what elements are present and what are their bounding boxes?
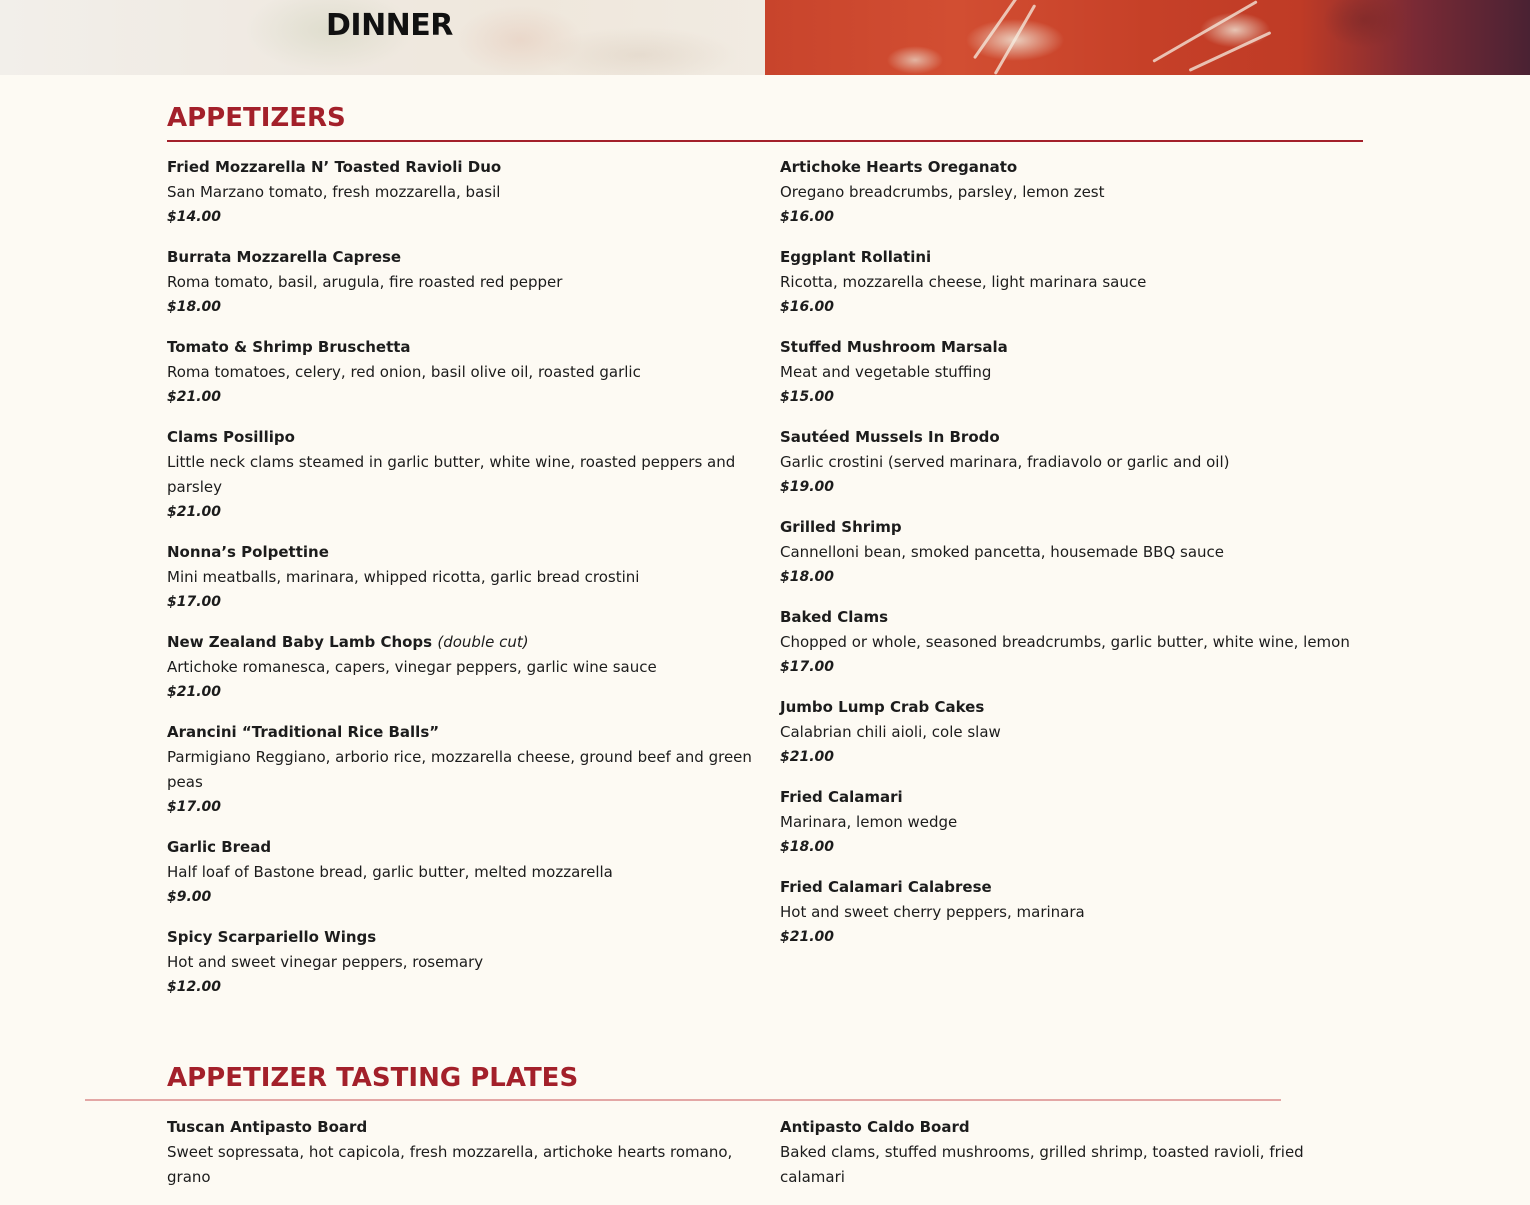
menu-item-title: Spicy Scarpariello Wings [167,928,377,946]
menu-item-price: $9.00 [167,889,212,905]
menu-item-name [780,875,1370,900]
menu-item-price: $14.00 [167,209,222,225]
menu-item-price: $16.00 [780,209,835,225]
menu-item-description: Ricotta, mozzarella cheese, light marinara sauce [780,273,1147,291]
menu-item [167,925,757,1000]
menu-item-name [167,245,757,270]
menu-item-name [780,155,1370,180]
menu-item-title: Fried Calamari Calabrese [780,878,992,896]
menu-item-price: $21.00 [167,684,222,700]
menu-item [780,605,1370,680]
menu-item-name [167,835,757,860]
menu-item-name [167,335,757,360]
section-heading-appetizers: APPETIZERS [167,103,346,133]
menu-item-price: $21.00 [780,749,835,765]
menu-item-price: $18.00 [780,839,835,855]
menu-item-title: Stuffed Mushroom Marsala [780,338,1008,356]
menu-item-description: Oregano breadcrumbs, parsley, lemon zest [780,183,1105,201]
menu-item [780,875,1370,950]
menu-item-description: Hot and sweet cherry peppers, marinara [780,903,1085,921]
menu-item-description: Meat and vegetable stuffing [780,363,992,381]
menu-item [780,335,1370,410]
menu-item-title: Fried Mozzarella N’ Toasted Ravioli Duo [167,158,502,176]
menu-item-description: Little neck clams steamed in garlic butter, white wine, roasted peppers and parsley [167,453,736,496]
menu-item-description: Artichoke romanesca, capers, vinegar peppers, garlic wine sauce [167,658,657,676]
menu-item [167,630,757,705]
menu-item-description: Mini meatballs, marinara, whipped ricotta, garlic bread crostini [167,568,640,586]
menu-item-title: Garlic Bread [167,838,272,856]
menu-item-name [780,695,1370,720]
menu-item-title: Jumbo Lump Crab Cakes [780,698,985,716]
menu-item-price: $16.00 [780,299,835,315]
menu-item-price: $15.00 [780,389,835,405]
menu-item-description: Calabrian chili aioli, cole slaw [780,723,1001,741]
menu-item-title: Sautéed Mussels In Brodo [780,428,1000,446]
menu-item [167,720,757,820]
menu-item-name [780,785,1370,810]
menu-column-left [167,1115,767,1205]
menu-item-title: Eggplant Rollatini [780,248,932,266]
menu-item-title: Nonna’s Polpettine [167,543,329,561]
menu-item-title: Arancini “Traditional Rice Balls” [167,723,440,741]
menu-item-name [780,245,1370,270]
menu-item-title: Artichoke Hearts Oreganato [780,158,1018,176]
menu-column-right [780,1115,1370,1205]
menu-item-title: Grilled Shrimp [780,518,902,536]
menu-item [167,540,757,615]
menu-item-description: Half loaf of Bastone bread, garlic butter, melted mozzarella [167,863,613,881]
menu-item [167,1115,767,1190]
hero-image-right [765,0,1530,75]
menu-item-name [167,155,757,180]
menu-item-name [167,1115,767,1140]
menu-column-right [780,155,1370,965]
hero-image-left [0,0,765,75]
menu-item-price: $12.00 [167,979,222,995]
menu-column-left [167,155,757,1015]
menu-item [780,695,1370,770]
menu-item-name [167,425,757,450]
menu-item-name [780,335,1370,360]
menu-item-description: Marinara, lemon wedge [780,813,958,831]
menu-item [780,425,1370,500]
menu-item [780,155,1370,230]
menu-item-title: New Zealand Baby Lamb Chops [167,633,433,651]
menu-item [167,835,757,910]
menu-item-name [780,515,1370,540]
menu-item-title: Antipasto Caldo Board [780,1118,970,1136]
menu-item-description: Hot and sweet vinegar peppers, rosemary [167,953,484,971]
menu-item [167,245,757,320]
menu-item-price: $17.00 [167,594,222,610]
menu-item-title: Tuscan Antipasto Board [167,1118,368,1136]
menu-item-price: $21.00 [167,389,222,405]
menu-item [780,1115,1370,1190]
menu-item [167,155,757,230]
menu-item-name [167,540,757,565]
menu-item-description: Roma tomatoes, celery, red onion, basil olive oil, roasted garlic [167,363,641,381]
menu-item-description: Roma tomato, basil, arugula, fire roasted red pepper [167,273,563,291]
menu-item-name [167,630,757,655]
hero-banner [0,0,1530,75]
menu-item-title: Tomato & Shrimp Bruschetta [167,338,411,356]
section-divider [167,140,1363,142]
menu-item-price: $19.00 [780,479,835,495]
page-title: DINNER [326,8,453,43]
menu-item [780,245,1370,320]
menu-item-name [780,1115,1370,1140]
menu-item-title: Baked Clams [780,608,889,626]
menu-item-description: Garlic crostini (served marinara, fradiavolo or garlic and oil) [780,453,1230,471]
menu-item-description: Parmigiano Reggiano, arborio rice, mozzarella cheese, ground beef and green peas [167,748,752,791]
menu-item-title: Burrata Mozzarella Caprese [167,248,402,266]
menu-item-title: Fried Calamari [780,788,903,806]
menu-item-price: $18.00 [780,569,835,585]
menu-item [167,335,757,410]
menu-item [167,425,757,525]
menu-item-title: Clams Posillipo [167,428,295,446]
menu-item-name [167,720,757,745]
menu-item-description: Sweet sopressata, hot capicola, fresh mozzarella, artichoke hearts romano, grano [167,1143,733,1186]
menu-item-description: Baked clams, stuffed mushrooms, grilled shrimp, toasted ravioli, fried calamari [780,1143,1304,1186]
section-divider [85,1099,1281,1101]
menu-item [780,515,1370,590]
section-heading-tasting-plates: APPETIZER TASTING PLATES [167,1063,579,1093]
menu-item-description: Chopped or whole, seasoned breadcrumbs, garlic butter, white wine, lemon [780,633,1350,651]
menu-item-note: (double cut) [437,633,529,651]
menu-item-price: $17.00 [167,799,222,815]
menu-item-name [167,925,757,950]
menu-item-price: $21.00 [167,504,222,520]
menu-item-description: Cannelloni bean, smoked pancetta, housemade BBQ sauce [780,543,1225,561]
menu-item-price: $18.00 [167,299,222,315]
menu-item-name [780,425,1370,450]
menu-item [780,785,1370,860]
menu-item-description: San Marzano tomato, fresh mozzarella, basil [167,183,501,201]
menu-item-name [780,605,1370,630]
menu-item-price: $21.00 [780,929,835,945]
menu-item-price: $17.00 [780,659,835,675]
